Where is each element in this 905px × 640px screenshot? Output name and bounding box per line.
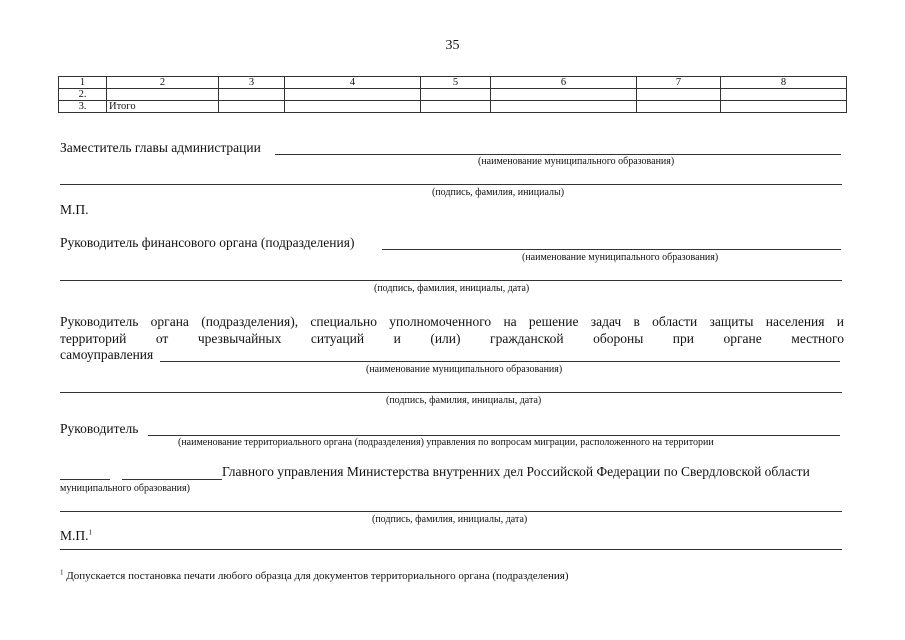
table-header-cell: 6 — [491, 77, 637, 89]
table-cell: 2. — [59, 89, 107, 101]
footnote-text: Допускается постановка печати любого образца для документов территориального органа (подразделения) — [63, 570, 569, 582]
emergency-sign-line — [60, 392, 842, 393]
page-number: 35 — [445, 38, 460, 53]
migration-sign-caption: (подпись, фамилия, инициалы, дата) — [372, 514, 528, 525]
migration-name-line — [148, 435, 840, 436]
finance-sign-caption: (подпись, фамилия, инициалы, дата) — [374, 283, 530, 294]
table-header-cell: 8 — [721, 77, 847, 89]
table-header-cell: 3 — [219, 77, 285, 89]
migration-municipal-caption: муниципального образования) — [60, 483, 190, 494]
table-header-cell: 2 — [107, 77, 219, 89]
table-cell — [637, 89, 721, 101]
table-cell — [219, 101, 285, 113]
table-cell — [285, 101, 421, 113]
finance-name-line — [382, 249, 841, 250]
footnote — [60, 570, 569, 582]
migration-sign-line — [60, 511, 842, 512]
emergency-name-line — [160, 361, 840, 362]
table-header-cell: 5 — [421, 77, 491, 89]
deputy-sign-caption: (подпись, фамилия, инициалы) — [432, 187, 565, 198]
table-cell — [285, 89, 421, 101]
emergency-head-line1: Руководитель органа (подразделения), специально уполномоченного на решение задач в области защиты населения и — [60, 314, 844, 329]
table-cell — [721, 89, 847, 101]
table-cell — [637, 101, 721, 113]
data-table — [58, 76, 847, 113]
table-row — [59, 89, 847, 101]
table-header-row — [59, 77, 847, 89]
table-row — [59, 101, 847, 113]
table-cell: Итого — [107, 101, 219, 113]
table-header-cell: 4 — [285, 77, 421, 89]
table-cell — [491, 101, 637, 113]
table-cell — [421, 89, 491, 101]
migration-main-text: Главного управления Министерства внутренних дел Российской Федерации по Свердловской области — [222, 464, 810, 479]
migration-head-label: Руководитель — [60, 421, 139, 436]
stamp-text: М.П. — [60, 528, 89, 543]
finance-sign-line — [60, 280, 842, 281]
footnote-mark: 1 — [60, 568, 64, 577]
table-header-cell: 7 — [637, 77, 721, 89]
migration-blank-line-2 — [122, 479, 222, 480]
emergency-head-line3: самоуправления — [60, 347, 154, 362]
migration-blank-line-1 — [60, 479, 110, 480]
emergency-head-line2: территорий от чрезвычайных ситуаций и (или) гражданской обороны при органе местного — [60, 331, 844, 346]
footnote-ref-mark: 1 — [88, 528, 93, 537]
deputy-head-label: Заместитель главы администрации — [60, 140, 261, 155]
table-header-cell: 1 — [59, 77, 107, 89]
emergency-sign-caption: (подпись, фамилия, инициалы, дата) — [386, 395, 542, 406]
table-cell — [107, 89, 219, 101]
migration-territorial-caption: (наименование территориального органа (подразделения) управления по вопросам миграции, расположенного на территории — [178, 437, 714, 448]
deputy-name-line — [275, 154, 841, 155]
stamp-label-footnoted — [60, 528, 92, 544]
stamp-label: М.П. — [60, 202, 89, 217]
emergency-name-caption: (наименование муниципального образования) — [366, 364, 563, 375]
finance-head-label: Руководитель финансового органа (подразделения) — [60, 235, 355, 250]
table-cell: 3. — [59, 101, 107, 113]
table-cell — [421, 101, 491, 113]
finance-name-caption: (наименование муниципального образования) — [522, 252, 719, 263]
table-cell — [721, 101, 847, 113]
deputy-sign-line — [60, 184, 842, 185]
table-cell — [219, 89, 285, 101]
stamp-line — [60, 549, 842, 550]
deputy-name-caption: (наименование муниципального образования) — [478, 156, 675, 167]
table-cell — [491, 89, 637, 101]
